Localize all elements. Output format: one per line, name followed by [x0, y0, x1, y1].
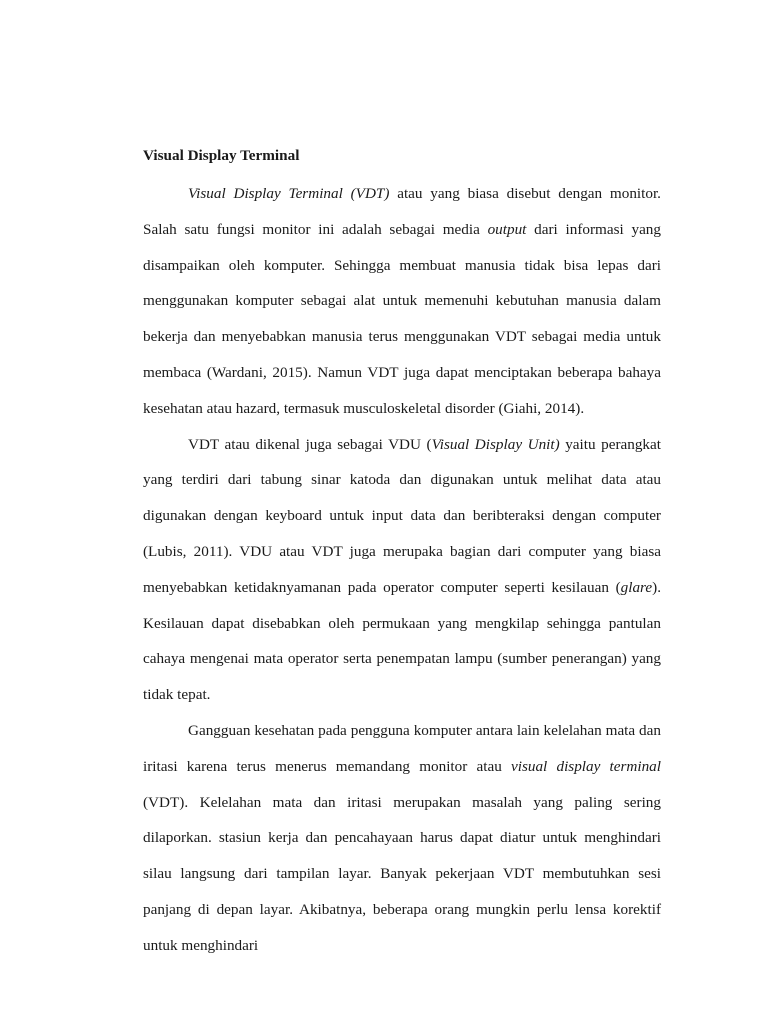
paragraph — [143, 713, 661, 964]
paragraph — [143, 176, 661, 427]
text-run: VDT atau dikenal juga sebagai VDU ( — [188, 435, 432, 453]
text-run: Gangguan kesehatan pada pengguna komputer antara lain kelelahan mata dan iritasi karena terus menerus memandang monitor atau — [143, 721, 661, 775]
text-run: (VDT). Kelelahan mata dan iritasi merupakan masalah yang paling sering dilaporkan. stasiun kerja dan pencahayaan harus dapat diatur untuk menghindari silau langsung dari tampilan layar. Banyak pekerjaan VDT membutuhkan sesi panjang di depan layar. Akibatnya, beberapa orang mungkin perlu lensa korektif untuk menghindari — [143, 793, 661, 954]
text-run: ). Kesilauan dapat disebabkan oleh permukaan yang mengkilap sehingga pantulan cahaya mengenai mata operator serta penempatan lampu (sumber penerangan) yang tidak tepat. — [143, 578, 661, 704]
italic-text-run: Visual Display Terminal (VDT) — [188, 185, 390, 202]
paragraph-container — [143, 176, 661, 964]
section-heading: Visual Display Terminal — [143, 147, 300, 164]
text-run: yaitu perangkat yang terdiri dari tabung sinar katoda dan digunakan untuk melihat data atau digunakan dengan keyboard untuk input data dan beribteraksi dengan computer (Lubis, 2011). VDU atau VDT juga merupaka bagian dari computer yang biasa menyebabkan ketidaknyamanan pada operator computer seperti kesilauan ( — [143, 435, 661, 596]
document-body — [143, 143, 661, 964]
italic-text-run: Visual Display Unit) — [431, 435, 560, 453]
italic-text-run: glare — [620, 578, 653, 596]
italic-text-run: output — [487, 220, 527, 238]
paragraph — [143, 427, 661, 713]
text-run: atau yang biasa disebut dengan monitor. Salah satu fungsi monitor ini adalah sebagai media — [143, 185, 661, 238]
text-run: dari informasi yang disampaikan oleh komputer. Sehingga membuat manusia tidak bisa lepas dari menggunakan komputer sebagai alat untuk memenuhi kebutuhan manusia dalam bekerja dan menyebabkan manusia terus menggunakan VDT sebagai media untuk membaca (Wardani, 2015). Namun VDT juga dapat menciptakan beberapa bahaya kesehatan atau hazard, termasuk musculoskeletal disorder (Giahi, 2014). — [143, 220, 661, 417]
italic-text-run: visual display terminal — [511, 757, 662, 775]
